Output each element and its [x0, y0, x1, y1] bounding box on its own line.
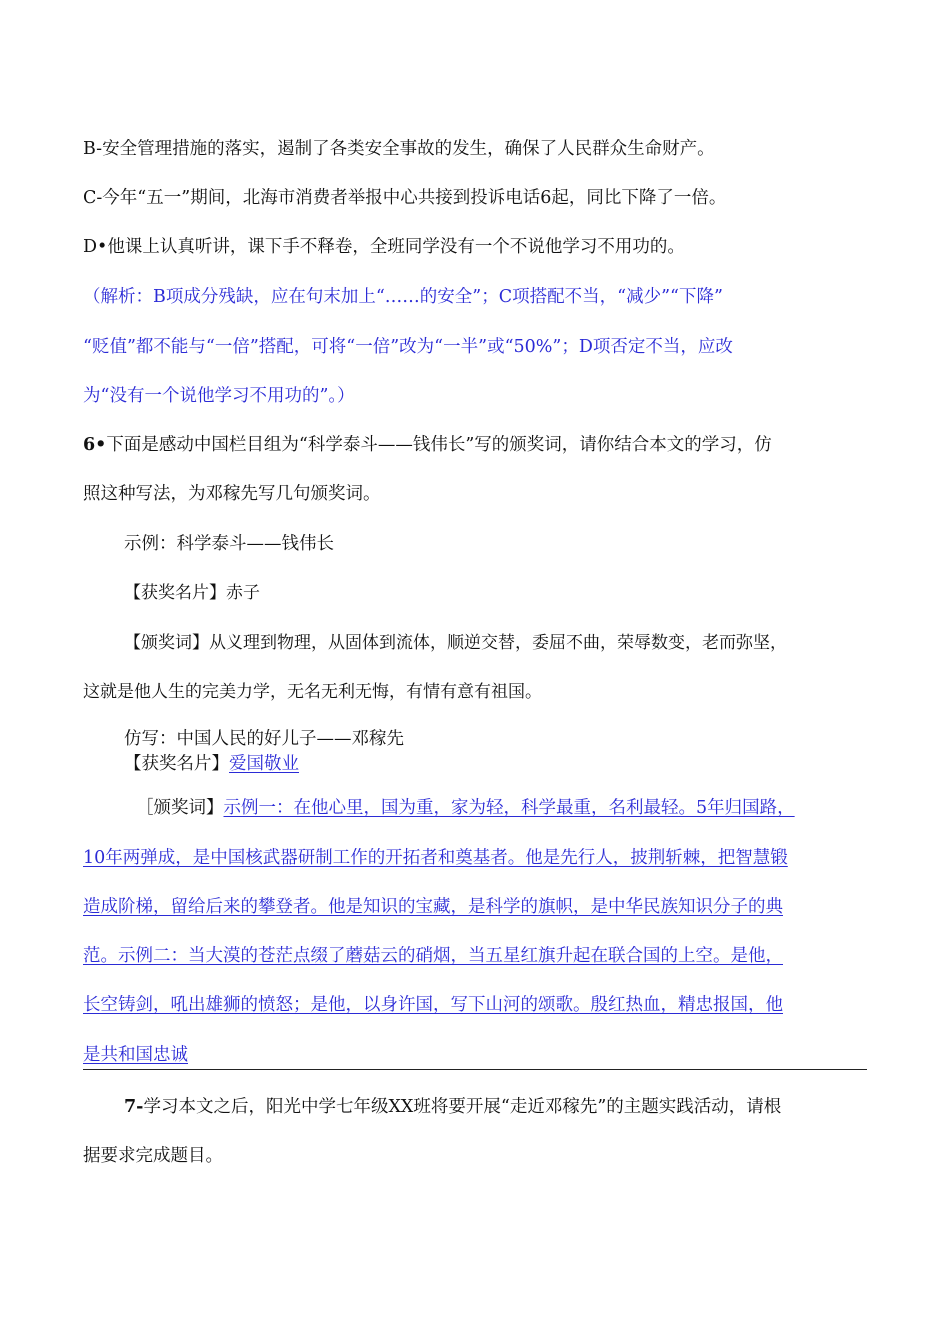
option-c: C-今年“五一”期间，北海市消费者举报中心共接到投诉电话6起，同比下降了一倍。: [83, 188, 727, 208]
question-6-line-1: [83, 433, 772, 457]
example-award-card: 【获奖名片】赤子: [124, 583, 260, 603]
answer-award-card-value: 爱国敬业: [229, 754, 299, 774]
question-6-prompt: 下面是感动中国栏目组为“科学泰斗——钱伟长”写的颁奖词，请你结合本文的学习，仿: [106, 435, 772, 455]
analysis-line-2: “贬值”都不能与“一倍”搭配，可将“一倍”改为“一半”或“50%”；D项否定不当，应改: [83, 337, 733, 357]
analysis-line-1: （解析：B项成分残缺，应在句末加上“……的安全”；C项搭配不当，“减少”“下降”: [83, 287, 723, 307]
option-d: D•他课上认真听讲，课下手不释卷，全班同学没有一个不说他学习不用功的。: [83, 237, 685, 257]
question-7-line-1: [124, 1095, 781, 1119]
analysis-line-3: 为“没有一个说他学习不用功的”。）: [83, 386, 355, 406]
answer-award-card: [124, 752, 299, 776]
answer-citation-line-3: 造成阶梯，留给后来的攀登者。他是知识的宝藏，是科学的旗帜，是中华民族知识分子的典: [83, 897, 783, 917]
answer-citation-line-1: [136, 796, 795, 820]
answer-citation-text: 示例一：在他心里，国为重，家为轻，科学最重，名利最轻。5年归国路，: [223, 798, 795, 818]
question-7-prompt: 学习本文之后，阳光中学七年级XX班将要开展“走近邓稼先”的主题实践活动，请根: [143, 1097, 782, 1117]
example-title: 示例：科学泰斗——钱伟长: [124, 534, 334, 554]
example-citation-line-1: 【颁奖词】从义理到物理，从固体到流体，顺逆交替，委屈不曲，荣辱数变，老而弥坚，: [124, 633, 787, 653]
question-6-line-2: 照这种写法，为邓稼先写几句颁奖词。: [83, 484, 381, 504]
answer-citation-line-6: 是共和国忠诚: [83, 1045, 188, 1065]
example-citation-line-2: 这就是他人生的完美力学，无名无利无悔，有情有意有祖国。: [83, 682, 542, 702]
option-b: B-安全管理措施的落实，遏制了各类安全事故的发生，确保了人民群众生命财产。: [83, 139, 715, 159]
question-7-number: 7-: [124, 1097, 144, 1117]
imitation-title: 仿写：中国人民的好儿子——邓稼先: [124, 729, 404, 749]
question-7-line-2: 据要求完成题目。: [83, 1146, 223, 1166]
answer-award-card-label: 【获奖名片】: [124, 754, 229, 774]
answer-citation-label: ［颁奖词】: [136, 798, 224, 818]
answer-citation-line-5: 长空铸剑，吼出雄狮的愤怒；是他，以身许国，写下山河的颂歌。殷红热血，精忠报国，他: [83, 995, 783, 1015]
answer-citation-line-2: 10年两弹成，是中国核武器研制工作的开拓者和奠基者。他是先行人，披荆斩棘，把智慧锻: [83, 848, 788, 868]
answer-citation-line-4: 范。示例二：当大漠的苍茫点缀了蘑菇云的硝烟，当五星红旗升起在联合国的上空。是他，: [83, 946, 783, 966]
question-6-number: 6•: [83, 435, 107, 455]
section-divider: [83, 1069, 867, 1070]
